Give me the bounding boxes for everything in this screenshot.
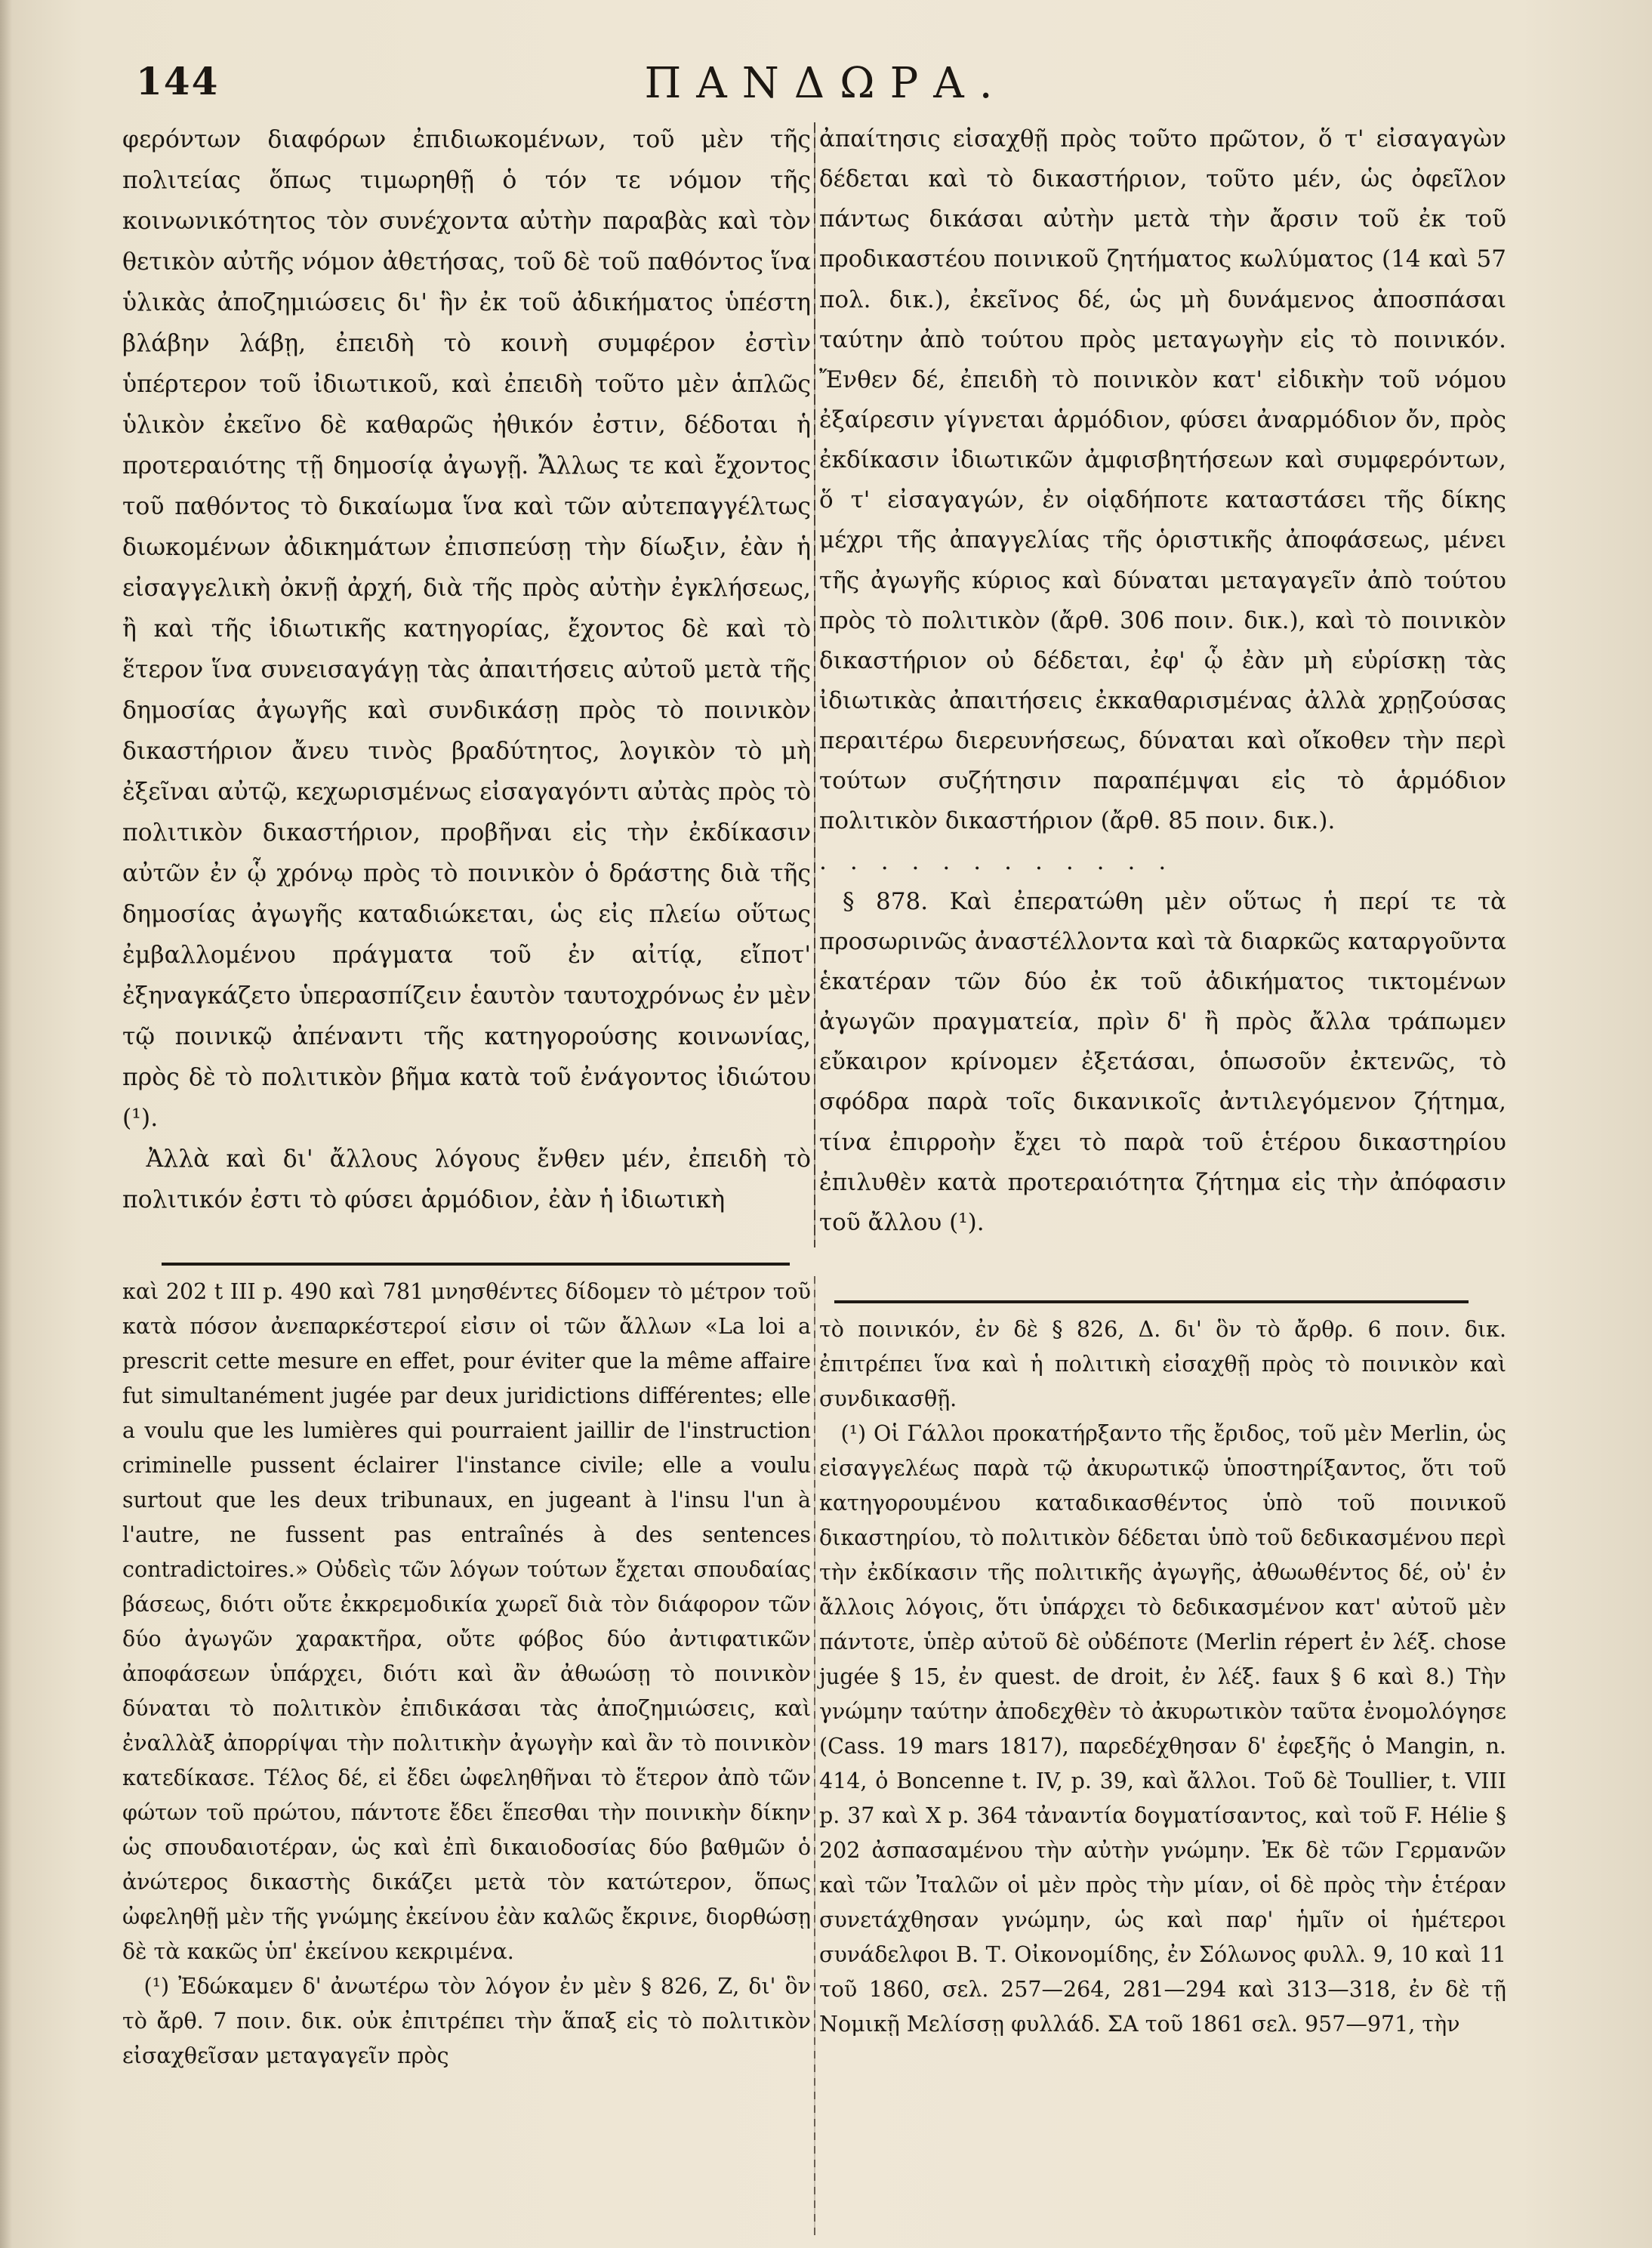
footnote-rule-right [834,1300,1469,1303]
footnote-rule-left [162,1263,790,1266]
footnote-column-left: καὶ 202 t III p. 490 καὶ 781 μνησθέντες δίδομεν τὸ μέτρον τοῦ κατὰ πόσον ἀνεπαρκέστεροί εἰσιν οἱ τῶν ἄλλων «La loi a prescrit cette mesure en effet, pour éviter que la même affaire fut simultanément jugée par deux juridictions différentes; elle a voulu que les lumières qui pourraient jaillir de l'instruction criminelle pussent éclairer l'instance civile; elle a voulu surtout que les deux tribunaux, en jugeant à l'insu l'un à l'autre, ne fussent pas entraînés à des sentences contradictoires.» Οὐδεὶς τῶν λόγων τούτων ἔχεται σπουδαίας βάσεως, διότι οὔτε ἐκκρεμοδικία χωρεῖ διὰ τὸν διάφορον τῶν δύο ἀγωγῶν χαρακτῆρα, οὔτε φόβος δύο ἀντιφατικῶν ἀποφάσεων ὑπάρχει, διότι καὶ ἂν ἀθωώσῃ τὸ ποινικὸν δύναται τὸ πολιτικὸν ἐπιδικάσαι τὰς ἀποζημιώσεις, καὶ ἐναλλὰξ ἀπορρίψαι τὴν πολιτικὴν ἀγωγὴν καὶ ἂν τὸ ποινικὸν κατεδίκασε. Τέλος δέ, εἰ ἔδει ὠφεληθῆναι τὸ ἕτερον ἀπὸ τῶν φώτων τοῦ πρώτου, πάντοτε ἔδει ἕπεσθαι τὴν ποινικὴν δίκην ὡς σπουδαιοτέραν, ὡς καὶ ἐπὶ δικαιοδοσίας δύο βαθμῶν ὁ ἀνώτερος δικαστὴς δικάζει μετὰ τὸν κατώτερον, ὅπως ὠφεληθῇ μὲν τῆς γνώμης ἐκείνου ἐὰν καλῶς ἔκρινε, διορθώσῃ δὲ τὰ κακῶς ὑπ' ἐκείνου κεκριμένα. (¹) Ἐδώκαμεν δ' ἀνωτέρω τὸν λόγον ἐν μὲν § 826, Ζ, δι' ὃν τὸ ἄρθ. 7 ποιν. δικ. οὐκ ἐπιτρέπει τὴν ἅπαξ εἰς τὸ πολιτικὸν εἰσαχθεῖσαν μεταγαγεῖν πρὸς [122,1279,811,2068]
page-header [0,59,1652,112]
running-title: ΠΑΝΔΩΡΑ. [644,59,1008,108]
column-divider [814,122,815,1247]
footnote-column-divider [814,1276,815,2235]
body-column-left: φερόντων διαφόρων ἐπιδιωκομένων, τοῦ μὲν τῆς πολιτείας ὅπως τιμωρηθῇ ὁ τόν τε νόμον τῆς κοινωνικότητος τὸν συνέχοντα αὐτὴν παραβὰς καὶ τὸν θετικὸν αὐτῆς νόμον ἀθετήσας, τοῦ δὲ τοῦ παθόντος ἵνα ὑλικὰς ἀποζημιώσεις δι' ἣν ἐκ τοῦ ἀδικήματος ὑπέστη βλάβην λάβῃ, ἐπειδὴ τὸ κοινὴ συμφέρον ἐστὶν ὑπέρτερον τοῦ ἰδιωτικοῦ, καὶ ἐπειδὴ τοῦτο μὲν ἁπλῶς ὑλικὸν ἐκεῖνο δὲ καθαρῶς ἠθικόν ἐστιν, δέδοται ἡ προτεραιότης τῇ δημοσίᾳ ἀγωγῇ. Ἄλλως τε καὶ ἔχοντος τοῦ παθόντος τὸ δικαίωμα ἵνα καὶ τῶν αὐτεπαγγέλτως διωκομένων ἀδικημάτων ἐπισπεύσῃ τὴν δίωξιν, ἐὰν ἡ εἰσαγγελικὴ ὀκνῇ ἀρχή, διὰ τῆς πρὸς αὐτὴν ἐγκλήσεως, ἢ καὶ τῆς ἰδιωτικῆς κατηγορίας, ἔχοντος δὲ καὶ τὸ ἕτερον ἵνα συνεισαγάγῃ τὰς ἀπαιτήσεις αὐτοῦ μετὰ τῆς δημοσίας ἀγωγῆς καὶ συνδικάσῃ πρὸς τὸ ποινικὸν δικαστήριον ἄνευ τινὸς βραδύτητος, λογικὸν τὸ μὴ ἐξεῖναι αὐτῷ, κεχωρισμένως εἰσαγαγόντι αὐτὰς πρὸς τὸ πολιτικὸν δικαστήριον, προβῆναι εἰς τὴν ἐκδίκασιν αὐτῶν ἐν ᾧ χρόνῳ πρὸς τὸ ποινικὸν ὁ δράστης διὰ τῆς δημοσίας ἀγωγῆς καταδιώκεται, ὡς εἰς πλείω οὕτως ἐμβαλλομένου πράγματα τοῦ ἐν αἰτίᾳ, εἴποτ' ἐξηναγκάζετο ὑπερασπίζειν ἑαυτὸν ταυτοχρόνως ἐν μὲν τῷ ποινικῷ ἀπέναντι τῆς κατηγορούσης κοινωνίας, πρὸς δὲ τὸ πολιτικὸν βῆμα κατὰ τοῦ ἐνάγοντος ἰδιώτου (¹). Ἀλλὰ καὶ δι' ἄλλους λόγους ἔνθεν μέν, ἐπειδὴ τὸ πολιτικόν ἐστι τὸ φύσει ἁρμόδιον, ἐὰν ἡ ἰδιωτικὴ [122,126,811,1213]
footnote-column-right: τὸ ποινικόν, ἐν δὲ § 826, Δ. δι' ὃν τὸ ἄρθρ. 6 ποιν. δικ. ἐπιτρέπει ἵνα καὶ ἡ πολιτικὴ εἰσαχθῇ πρὸς τὸ ποινικὸν καὶ συνδικασθῇ. (¹) Οἱ Γάλλοι προκατήρξαντο τῆς ἔριδος, τοῦ μὲν Merlin, ὡς εἰσαγγελέως παρὰ τῷ ἀκυρωτικῷ ὑποστηρίξαντος, ὅτι τοῦ κατηγορουμένου καταδικασθέντος ὑπὸ τοῦ ποινικοῦ δικαστηρίου, τὸ πολιτικὸν δέδεται ὑπὸ τοῦ δεδικασμένου περὶ τὴν ἐκδίκασιν τῆς πολιτικῆς ἀγωγῆς, ἀθωωθέντος δέ, οὐ' ἐν ἄλλοις λόγοις, ὅτι ὑπάρχει τὸ δεδικασμένον κατ' αὐτοῦ μὲν πάντοτε, ὑπὲρ αὐτοῦ δὲ οὐδέποτε (Merlin répert ἐν λέξ. chose jugée § 15, ἐν quest. de droit, ἐν λέξ. faux § 6 καὶ 8.) Τὴν γνώμην ταύτην ἀποδεχθὲν τὸ ἀκυρωτικὸν ταῦτα ἐνομολόγησε (Cass. 19 mars 1817), παρεδέχθησαν δ' ἐφεξῆς ὁ Mangin, n. 414, ὁ Boncenne t. IV, p. 39, καὶ ἄλλοι. Τοῦ δὲ Toullier, t. VIII p. 37 καὶ X p. 364 τἀναντία δογματίσαντος, καὶ τοῦ F. Hélie § 202 ἀσπασαμένου τὴν αὐτὴν γνώμην. Ἐκ δὲ τῶν Γερμανῶν καὶ τῶν Ἰταλῶν οἱ μὲν πρὸς τὴν μίαν, οἱ δὲ πρὸς τὴν ἑτέραν συνετάχθησαν γνώμην, ὡς καὶ παρ' ἡμῖν οἱ ἡμέτεροι συνάδελφοι Β. Τ. Οἰκονομίδης, ἐν Σόλωνος φυλλ. 9, 10 καὶ 11 τοῦ 1860, σελ. 257—264, 281—294 καὶ 313—318, ἐν δὲ τῇ Νομικῇ Μελίσσῃ φυλλάδ. ΣΑ τοῦ 1861 σελ. 957—971, τὴν [819,1317,1506,2037]
body-column-right: ἀπαίτησις εἰσαχθῇ πρὸς τοῦτο πρῶτον, ὅ τ' εἰσαγαγὼν δέδεται καὶ τὸ δικαστήριον, τοῦτο μέν, ὡς ὀφεῖλον πάντως δικάσαι αὐτὴν μετὰ τὴν ἄρσιν τοῦ ἐκ τοῦ προδικαστέου ποινικοῦ ζητήματος κωλύματος (14 καὶ 57 πολ. δικ.), ἐκεῖνος δέ, ὡς μὴ δυνάμενος ἀποσπάσαι ταύτην ἀπὸ τούτου πρὸς μεταγωγὴν εἰς τὸ ποινικόν. Ἔνθεν δέ, ἐπειδὴ τὸ ποινικὸν κατ' εἰδικὴν τοῦ νόμου ἐξαίρεσιν γίγνεται ἁρμόδιον, φύσει ἀναρμόδιον ὄν, πρὸς ἐκδίκασιν ἰδιωτικῶν ἀμφισβητήσεων καὶ συμφερόντων, ὅ τ' εἰσαγαγών, ἐν οἱᾳδήποτε καταστάσει τῆς δίκης μέχρι τῆς ἀπαγγελίας τῆς ὁριστικῆς ἀποφάσεως, μένει τῆς ἀγωγῆς κύριος καὶ δύναται μεταγαγεῖν ἀπὸ τούτου πρὸς τὸ πολιτικὸν (ἄρθ. 306 ποιν. δικ.), καὶ τὸ ποινικὸν δικαστήριον οὐ δέδεται, ἐφ' ᾧ ἐὰν μὴ εὑρίσκῃ τὰς ἰδιωτικὰς ἀπαιτήσεις ἐκκαθαρισμένας ἀλλὰ χρῃζούσας περαιτέρω διερευνήσεως, δύναται καὶ οἴκοθεν τὴν περὶ τούτων συζήτησιν παραπέμψαι εἰς τὸ ἁρμόδιον πολιτικὸν δικαστήριον (ἄρθ. 85 ποιν. δικ.). . . . . . . . . . . . . § 878. Καὶ ἐπερατώθη μὲν οὕτως ἡ περί τε τὰ προσωρινῶς ἀναστέλλοντα καὶ τὰ διαρκῶς καταργοῦντα ἑκατέραν τῶν δύο ἐκ τοῦ ἀδικήματος τικτομένων ἀγωγῶν πραγματεία, πρὶν δ' ἢ πρὸς ἄλλα τράπωμεν εὔκαιρον κρίνομεν ἐξετάσαι, ὁπωσοῦν ἐκτενῶς, τὸ σφόδρα παρὰ τοῖς δικανικοῖς ἀντιλεγόμενον ζήτημα, τίνα ἐπιρροὴν ἔχει τὸ παρὰ τοῦ ἑτέρου δικαστηρίου ἐπιλυθὲν κατὰ προτεραιότητα ζήτημα εἰς τὴν ἀπόφασιν τοῦ ἄλλου (¹). [819,125,1506,1236]
page-number: 144 [136,59,220,103]
